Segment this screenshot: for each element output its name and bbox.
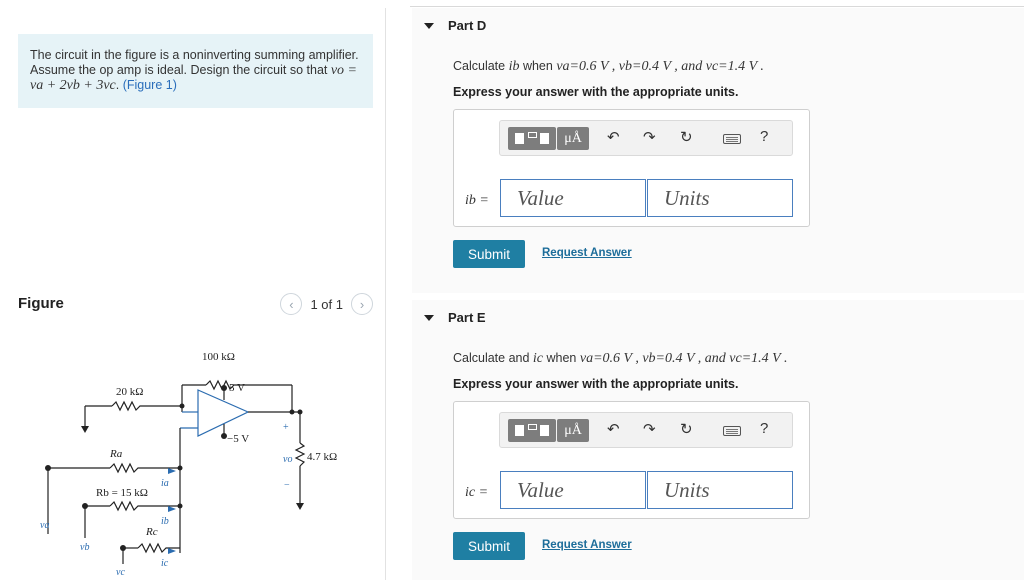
units-icon[interactable]: μÅ <box>557 127 589 150</box>
va-label: va <box>40 520 50 531</box>
units-field[interactable] <box>647 471 793 509</box>
figure-title: Figure <box>18 295 64 312</box>
value-field[interactable] <box>500 179 646 217</box>
figure-pager <box>280 293 373 315</box>
keyboard-icon[interactable] <box>723 426 741 436</box>
help-icon[interactable]: ? <box>760 420 769 437</box>
vc-label: vc <box>116 567 125 578</box>
part-d-question <box>453 59 764 75</box>
part-e-header[interactable] <box>424 310 486 325</box>
question-text-mid: when <box>519 59 557 73</box>
units-field[interactable] <box>647 179 793 217</box>
part-d-instruction: Express your answer with the appropriate units. <box>453 85 739 99</box>
part-e-answer-label <box>465 484 488 501</box>
help-icon[interactable]: ? <box>760 128 769 145</box>
submit-button[interactable]: Submit <box>453 532 525 560</box>
part-e <box>412 300 1024 580</box>
top-divider <box>410 6 1024 7</box>
vb-label: vb <box>80 542 90 553</box>
ib-label: ib <box>161 516 169 527</box>
question-variable: ic <box>532 351 544 366</box>
answer-label-text: ib = <box>465 193 489 208</box>
units-input[interactable] <box>648 180 792 216</box>
problem-statement <box>18 34 373 108</box>
negative-supply-label: −5 V <box>227 433 250 445</box>
vo-minus-label: − <box>284 480 290 491</box>
ground-resistor-label: 20 kΩ <box>116 386 144 398</box>
undo-icon[interactable]: ↶ <box>607 129 620 146</box>
math-toolbar <box>499 412 793 448</box>
value-field[interactable] <box>500 471 646 509</box>
part-d-answer-box <box>453 109 810 227</box>
positive-supply-label: 5 V <box>229 382 245 394</box>
question-text: Calculate <box>453 59 509 73</box>
value-input[interactable] <box>501 180 645 216</box>
figure-link[interactable]: (Figure 1) <box>122 78 177 92</box>
answer-label-text: ic = <box>465 485 489 500</box>
chevron-left-icon[interactable]: ‹ <box>280 293 302 315</box>
pager-text: 1 of 1 <box>310 296 343 312</box>
part-e-title: Part E <box>448 310 486 325</box>
vo-plus-label: + <box>283 422 289 433</box>
question-conditions: va=0.6 V , vb=0.4 V , and vc=1.4 V . <box>579 351 788 366</box>
templates-icon[interactable] <box>508 419 556 442</box>
part-e-answer-box <box>453 401 810 519</box>
value-input[interactable] <box>501 472 645 508</box>
redo-icon[interactable]: ↷ <box>643 421 656 438</box>
question-text-mid: when <box>543 351 580 365</box>
part-d <box>412 8 1024 293</box>
math-toolbar <box>499 120 793 156</box>
design-equation: vo = va + 2vb + 3vc <box>30 63 358 93</box>
part-d-header[interactable] <box>424 18 486 33</box>
reset-icon[interactable]: ↻ <box>680 129 693 146</box>
question-text: Calculate and <box>453 351 533 365</box>
question-conditions: va=0.6 V , vb=0.4 V , and vc=1.4 V . <box>556 59 764 74</box>
rc-label: Rc <box>146 526 158 538</box>
undo-icon[interactable]: ↶ <box>607 421 620 438</box>
part-d-answer-label <box>465 192 489 209</box>
ia-label: ia <box>161 478 169 489</box>
keyboard-icon[interactable] <box>723 134 741 144</box>
load-resistor-label: 4.7 kΩ <box>307 451 338 463</box>
column-divider <box>385 8 386 580</box>
part-e-instruction: Express your answer with the appropriate units. <box>453 377 739 391</box>
part-d-title: Part D <box>448 18 487 33</box>
caret-down-icon <box>424 315 434 321</box>
ra-label: Ra <box>110 448 123 460</box>
question-variable: ib <box>508 59 520 74</box>
request-answer-link[interactable]: Request Answer <box>542 247 632 259</box>
feedback-resistor-label: 100 kΩ <box>202 351 235 363</box>
vo-label: vo <box>283 454 293 465</box>
caret-down-icon <box>424 23 434 29</box>
chevron-right-icon[interactable]: › <box>351 293 373 315</box>
part-e-question <box>453 351 787 367</box>
ic-label: ic <box>161 558 169 569</box>
reset-icon[interactable]: ↻ <box>680 421 693 438</box>
submit-button[interactable]: Submit <box>453 240 525 268</box>
circuit-diagram <box>30 338 370 580</box>
units-input[interactable] <box>648 472 792 508</box>
problem-text: The circuit in the figure is a noninverting summing amplifier. Assume the op amp is ideal. Design the circuit so that <box>30 48 359 77</box>
problem-text-end: . <box>115 78 123 92</box>
request-answer-link[interactable]: Request Answer <box>542 539 632 551</box>
figure-header <box>18 293 373 321</box>
rb-label: Rb = 15 kΩ <box>96 487 148 499</box>
templates-icon[interactable] <box>508 127 556 150</box>
redo-icon[interactable]: ↷ <box>643 129 656 146</box>
units-icon[interactable]: μÅ <box>557 419 589 442</box>
